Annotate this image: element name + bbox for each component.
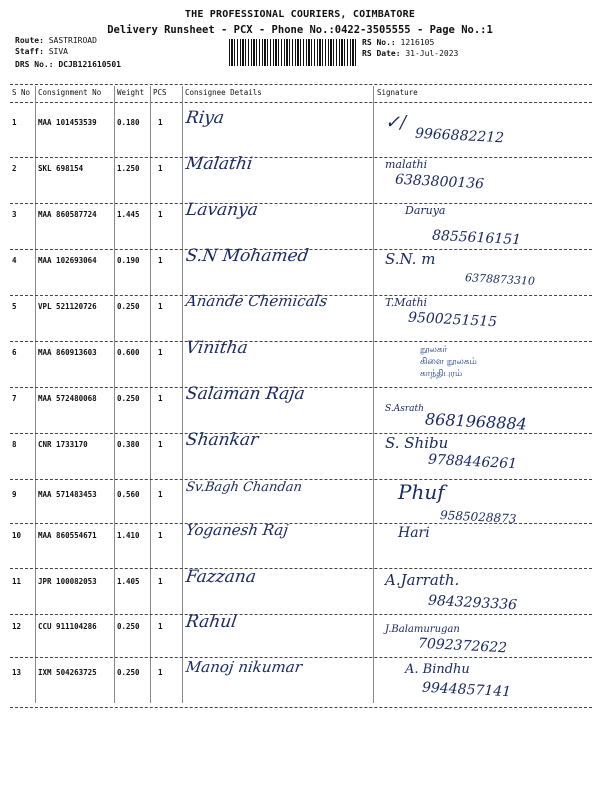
row-weight: 0.380 (117, 440, 140, 449)
row-signature: S. Shibu (385, 434, 449, 452)
row-divider (10, 203, 592, 204)
row-weight: 0.250 (117, 394, 140, 403)
row-weight: 0.190 (117, 256, 140, 265)
row-weight: 0.560 (117, 490, 140, 499)
row-pcs: 1 (158, 622, 163, 631)
row-signature: Phuf (398, 480, 445, 504)
stamp-line-2: கிளை நூலகம் (420, 357, 477, 367)
drs-line (15, 60, 121, 69)
row-consignment-no: MAA 572480068 (38, 394, 97, 403)
row-pcs: 1 (158, 531, 163, 540)
rs-no-label: RS No.: (362, 38, 396, 47)
row-consignment-no: MAA 101453539 (38, 118, 97, 127)
row-consignee-handwritten: Lavanya (184, 200, 260, 220)
row-divider (10, 157, 592, 158)
rs-date-value: 31-Jul-2023 (405, 49, 459, 58)
table-row (0, 567, 600, 622)
row-weight: 1.445 (117, 210, 140, 219)
row-consignee-handwritten: Fazzana (184, 567, 258, 587)
rs-date-line (362, 49, 458, 58)
row-phone-handwritten: 7092372622 (417, 635, 508, 657)
row-signature: malathi (385, 158, 428, 171)
row-consignment-no: MAA 860587724 (38, 210, 97, 219)
row-divider (10, 341, 592, 342)
row-consignment-no: CNR 1733170 (38, 440, 88, 449)
row-weight: 1.405 (117, 577, 140, 586)
row-weight: 0.250 (117, 622, 140, 631)
row-divider (10, 523, 592, 524)
row-divider (10, 433, 592, 434)
row-pcs: 1 (158, 490, 163, 499)
row-sno: 11 (12, 577, 22, 586)
row-signature: S.Asrath (385, 404, 424, 414)
row-weight: 1.250 (117, 164, 140, 173)
row-phone-handwritten: 9500251515 (407, 309, 498, 331)
rs-no-line (362, 38, 434, 47)
row-weight: 0.180 (117, 118, 140, 127)
row-sno: 5 (12, 302, 17, 311)
row-consignee-handwritten: Shankar (184, 430, 260, 450)
row-pcs: 1 (158, 256, 163, 265)
row-pcs: 1 (158, 164, 163, 173)
rs-date-label: RS Date: (362, 49, 401, 58)
row-consignee-handwritten: Salaman Raja (184, 384, 307, 404)
row-consignment-no: MAA 571483453 (38, 490, 97, 499)
company-title: THE PROFESSIONAL COURIERS, COIMBATORE (184, 9, 416, 20)
row-phone-handwritten: 9585028873 (439, 508, 517, 526)
row-sno: 4 (12, 256, 17, 265)
row-phone-handwritten: 9944857141 (421, 679, 512, 701)
row-sno: 7 (12, 394, 17, 403)
col-header-signature: Signature (377, 88, 418, 97)
row-sno: 3 (12, 210, 17, 219)
row-phone-handwritten: 8681968884 (424, 409, 528, 434)
col-header-sno: S No (12, 88, 31, 97)
row-sno: 9 (12, 490, 17, 499)
row-consignment-no: VPL 521120726 (38, 302, 97, 311)
row-pcs: 1 (158, 348, 163, 357)
row-pcs: 1 (158, 668, 163, 677)
row-sno: 6 (12, 348, 17, 357)
row-divider (10, 707, 592, 708)
row-sno: 2 (12, 164, 17, 173)
row-signature: Hari (398, 525, 430, 541)
col-header-consignee: Consignee Details (185, 88, 262, 97)
row-consignment-no: MAA 860554671 (38, 531, 97, 540)
row-signature: A. Bindhu (405, 662, 470, 677)
col-header-consignment: Consignment No (38, 88, 102, 97)
row-consignee-handwritten: Anande Chemicals (184, 292, 329, 310)
row-sno: 8 (12, 440, 17, 449)
row-phone-handwritten: 9843293336 (427, 592, 518, 614)
row-weight: 0.250 (117, 302, 140, 311)
row-signature: ✓/ (385, 112, 407, 133)
row-divider (10, 614, 592, 615)
row-consignee-handwritten: Riya (184, 108, 226, 128)
row-signature: S.N. m (385, 250, 436, 268)
stamp-line-1: நூலகர் (420, 345, 448, 355)
row-consignment-no: MAA 860913603 (38, 348, 97, 357)
staff-label: Staff: (15, 47, 44, 56)
row-consignee-handwritten: S.N Mohamed (184, 246, 310, 266)
staff-value: SIVA (48, 47, 68, 56)
row-consignment-no: SKL 698154 (38, 164, 84, 173)
row-sno: 1 (12, 118, 17, 127)
row-pcs: 1 (158, 118, 163, 127)
row-pcs: 1 (158, 440, 163, 449)
drs-label: DRS No.: (15, 60, 54, 69)
row-consignment-no: JPR 100082053 (38, 577, 97, 586)
runsheet-subtitle: Delivery Runsheet - PCX - Phone No.:0422-3505555 - Page No.:1 (107, 24, 493, 36)
row-divider (10, 568, 592, 569)
row-pcs: 1 (158, 394, 163, 403)
col-header-weight: Weight (117, 88, 145, 97)
row-consignee-handwritten: Malathi (184, 154, 254, 174)
row-consignment-no: IXM 504263725 (38, 668, 97, 677)
row-phone-handwritten: 9966882212 (414, 125, 505, 147)
route-line (15, 36, 97, 45)
row-signature: Daruya (405, 204, 446, 217)
row-consignee-handwritten: Yoganesh Raj (184, 521, 290, 539)
row-signature: A.Jarrath. (385, 571, 460, 589)
row-consignee-handwritten: Rahul (184, 612, 239, 632)
route-label: Route: (15, 36, 44, 45)
row-phone-handwritten: 6383800136 (394, 171, 485, 193)
staff-line (15, 47, 68, 56)
row-phone-handwritten: 6378873310 (464, 271, 536, 288)
rs-no-value: 1216105 (400, 38, 435, 47)
row-consignee-handwritten: Sv.Bagh Chandan (184, 480, 303, 495)
library-stamp (420, 344, 477, 380)
row-consignment-no: MAA 102693064 (38, 256, 97, 265)
row-sno: 10 (12, 531, 22, 540)
row-phone-handwritten: 8855616151 (431, 227, 522, 249)
row-consignee-handwritten: Manoj nikumar (184, 658, 304, 676)
row-pcs: 1 (158, 577, 163, 586)
route-value: SASTRIROAD (48, 36, 97, 45)
row-sno: 13 (12, 668, 22, 677)
stamp-line-3: காந்திபுரம் (420, 369, 463, 379)
table-row (0, 521, 600, 576)
row-consignee-handwritten: Vinitha (184, 338, 250, 358)
barcode-graphic (229, 39, 357, 66)
row-phone-handwritten: 9788446261 (427, 451, 518, 473)
header-divider-top (10, 84, 592, 85)
row-pcs: 1 (158, 210, 163, 219)
row-consignment-no: CCU 911104286 (38, 622, 97, 631)
row-signature: J.Balamurugan (385, 624, 460, 635)
row-sno: 12 (12, 622, 22, 631)
row-signature: T.Mathi (385, 296, 428, 309)
row-weight: 0.600 (117, 348, 140, 357)
row-weight: 0.250 (117, 668, 140, 677)
table-row (0, 480, 600, 535)
header-divider-bottom (10, 102, 592, 103)
col-header-pcs: PCS (153, 88, 167, 97)
drs-value: DCJB121610501 (58, 60, 121, 69)
row-weight: 1.410 (117, 531, 140, 540)
row-pcs: 1 (158, 302, 163, 311)
